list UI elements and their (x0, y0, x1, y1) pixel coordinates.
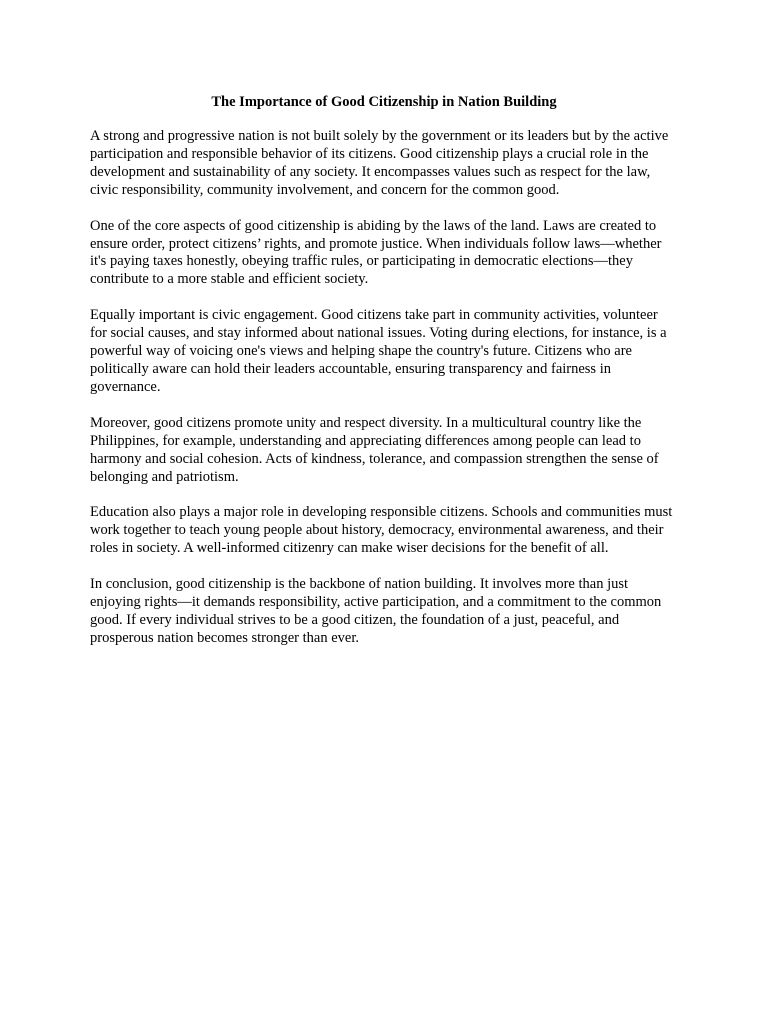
paragraph-unity-diversity: Moreover, good citizens promote unity and respect diversity. In a multicultural country like the Philippines, for example, understanding and appreciating differences among people can lead to harmony and social cohesion. Acts of kindness, tolerance, and compassion strengthen the sense of belonging and patriotism. (90, 414, 659, 485)
paragraph-education: Education also plays a major role in developing responsible citizens. Schools and communities must work together to teach young people about history, democracy, environmental awareness, and their roles in society. A well-informed citizenry can make wiser decisions for the benefit of all. (90, 504, 673, 557)
paragraph-civic-engagement: Equally important is civic engagement. Good citizens take part in community activities, volunteer for social causes, and stay informed about national issues. Voting during elections, for instance, is a powerful way of voicing one's views and helping shape the country's future. Citizens who are politically aware can hold their leaders accountable, ensuring transparency and fairness in governance. (90, 307, 667, 395)
document-title: The Importance of Good Citizenship in Nation Building (211, 94, 557, 110)
document-body (90, 93, 678, 666)
paragraph-conclusion: In conclusion, good citizenship is the backbone of nation building. It involves more than just enjoying rights—it demands responsibility, active participation, and a commitment to the common good. If every individual strives to be a good citizen, the foundation of a just, peaceful, and prosperous nation becomes stronger than ever. (90, 576, 662, 646)
paragraph-laws: One of the core aspects of good citizenship is abiding by the laws of the land. Laws are created to ensure order, protect citizens’ rights, and promote justice. When individuals follow laws—whether it's paying taxes honestly, obeying traffic rules, or participating in democratic elections—they contribute to a more stable and efficient society. (90, 217, 662, 288)
paragraph-introduction: A strong and progressive nation is not built solely by the government or its leaders but by the active participation and responsible behavior of its citizens. Good citizenship plays a crucial role in the development and sustainability of any society. It encompasses values such as respect for the law, civic responsibility, community involvement, and concern for the common good. (90, 128, 669, 198)
